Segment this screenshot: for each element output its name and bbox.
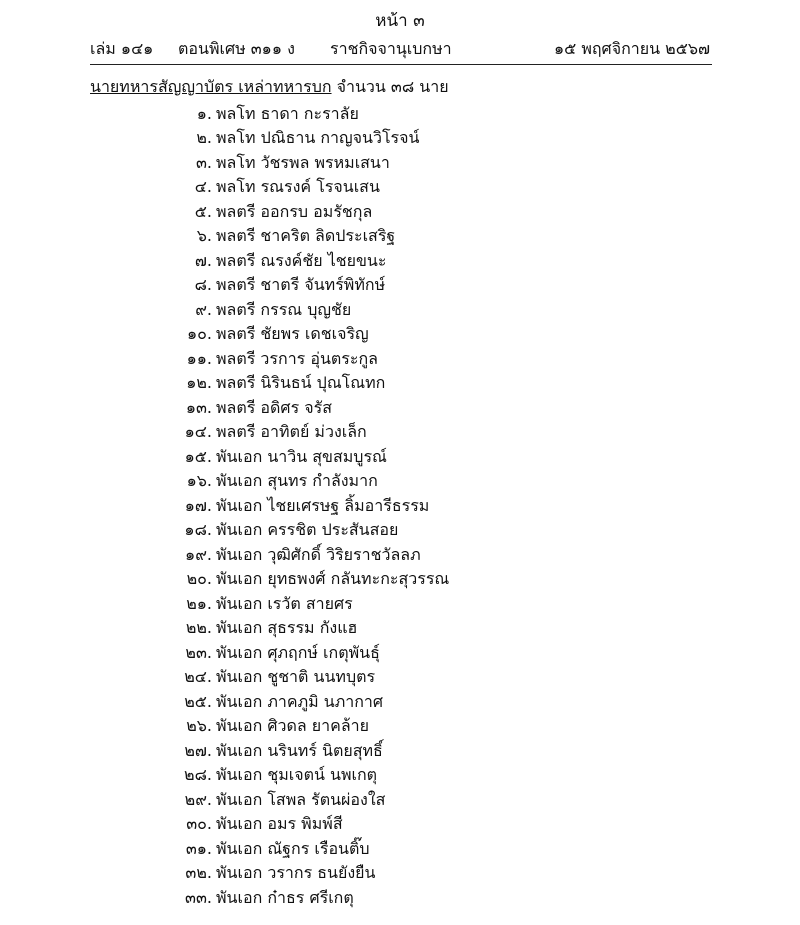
list-item	[0, 812, 800, 837]
list-item	[0, 641, 800, 666]
list-item-name: พลโท ปณิธาน กาญจนวิโรจน์	[216, 128, 420, 147]
list-item-number: ๒๗.	[184, 740, 212, 760]
list-item-number: ๒๓.	[185, 642, 212, 662]
list-item-number: ๔.	[194, 177, 212, 196]
list-item	[0, 567, 800, 592]
list-item-name: พลตรี อาทิตย์ ม่วงเล็ก	[216, 422, 367, 441]
list-item-name: พลตรี ณรงค์ชัย ไชยขนะ	[216, 250, 387, 270]
gazette-header	[90, 38, 710, 60]
list-item-name: พันเอก ไชยเศรษฐ ลิ้มอารีธรรม	[216, 495, 430, 515]
list-item-number: ๓๐.	[186, 814, 212, 833]
list-item-name: พลตรี นิรินธน์ ปุณโณทก	[216, 373, 386, 392]
list-item-name: พันเอก ก๋าธร ศรีเกตุ	[216, 887, 354, 907]
list-item	[0, 151, 800, 176]
list-item	[0, 102, 800, 127]
list-item	[0, 298, 800, 323]
section-heading	[90, 76, 449, 98]
list-item-number: ๑๙.	[185, 544, 212, 564]
list-item	[0, 494, 800, 519]
list-item-number: ๒๘.	[184, 765, 212, 784]
list-item-number: ๒.	[196, 128, 212, 147]
list-item	[0, 175, 800, 200]
list-item-name: พันเอก ชูชาติ นนทบุตร	[216, 667, 376, 686]
list-item	[0, 249, 800, 274]
list-item-number: ๒๖.	[186, 716, 212, 735]
list-item	[0, 592, 800, 617]
header-gazette-title: ราชกิจจานุเบกษา	[330, 39, 452, 58]
list-item	[0, 665, 800, 690]
list-item	[0, 420, 800, 445]
section-count: จำนวน ๓๘ นาย	[336, 77, 449, 96]
list-item	[0, 837, 800, 862]
list-item	[0, 347, 800, 372]
list-item-name: พลตรี กรรณ บุญชัย	[216, 299, 352, 319]
header-part: ตอนพิเศษ ๓๑๑ ง	[178, 39, 295, 58]
list-item-number: ๑๒.	[186, 373, 212, 392]
list-item-number: ๖.	[196, 226, 212, 245]
list-item	[0, 126, 800, 151]
list-item-name: พันเอก วุฒิศักดิ์ วิริยราชวัลลภ	[216, 544, 421, 564]
list-item-number: ๓.	[195, 152, 212, 172]
list-item-number: ๑๖.	[186, 471, 212, 490]
list-item-name: พันเอก ครรชิต ประสันสอย	[216, 520, 399, 539]
list-item	[0, 861, 800, 886]
list-item-name: พันเอก ยุทธพงศ์ กลันทะกะสุวรรณ	[216, 569, 450, 588]
list-item-name: พลตรี วรการ อุ่นตระกูล	[216, 348, 378, 368]
list-item	[0, 396, 800, 421]
list-item-number: ๒๒.	[185, 618, 212, 637]
list-item-name: พันเอก สุธรรม กังแฮ	[216, 618, 358, 637]
list-item-number: ๑๔.	[184, 422, 212, 441]
list-item-number: ๓๓.	[185, 887, 212, 907]
roster-list	[0, 102, 800, 911]
list-item-name: พลตรี ชัยพร เดชเจริญ	[216, 324, 369, 343]
list-item-name: พันเอก ณัฐกร เรือนติ๊บ	[216, 838, 370, 858]
list-item	[0, 371, 800, 396]
list-item-name: พันเอก เรวัต สายศร	[216, 593, 353, 613]
list-item-name: พลตรี ออกรบ อมรัชกุล	[216, 201, 373, 221]
page-number: หน้า ๓	[375, 11, 425, 31]
list-item-number: ๑๘.	[184, 520, 212, 539]
list-item-name: พลโท ธาดา กะราลัย	[216, 103, 359, 123]
section-title: นายทหารสัญญาบัตร เหล่าทหารบก	[90, 77, 332, 96]
list-item-number: ๓๒.	[185, 863, 212, 882]
list-item-name: พันเอก นรินทร์ นิตยสุทธิ์	[216, 740, 383, 760]
list-item-number: ๒๐.	[186, 569, 212, 588]
list-item-number: ๕.	[194, 201, 212, 221]
list-item-number: ๑๓.	[185, 397, 212, 417]
list-item-number: ๑๗.	[184, 495, 212, 515]
list-item-number: ๘.	[194, 275, 212, 294]
list-item-number: ๑๕.	[184, 446, 212, 466]
list-item	[0, 714, 800, 739]
list-item	[0, 739, 800, 764]
list-item-name: พันเอก สุนทร กำลังมาก	[216, 471, 378, 490]
list-item-name: พันเอก ชุมเจตน์ นพเกตุ	[216, 765, 378, 784]
list-item-number: ๒๙.	[184, 789, 212, 809]
list-item	[0, 445, 800, 470]
list-item	[0, 518, 800, 543]
list-item-name: พลตรี ชาตรี จันทร์พิทักษ์	[216, 275, 386, 294]
list-item-name: พันเอก วรากร ธนยังยืน	[216, 863, 376, 882]
list-item-number: ๑๑.	[186, 348, 212, 368]
list-item-number: ๒๔.	[184, 667, 212, 686]
header-divider	[90, 64, 712, 65]
list-item-name: พลโท รณรงค์ โรจนเสน	[216, 177, 380, 196]
list-item-number: ๒๑.	[186, 593, 212, 613]
list-item-number: ๑๐.	[186, 324, 212, 343]
list-item-name: พันเอก ศุภฤกษ์ เกตุพันธุ์	[216, 642, 380, 662]
list-item	[0, 224, 800, 249]
list-item-name: พลตรี อดิศร จรัส	[216, 397, 332, 417]
list-item-number: ๓๑.	[185, 838, 212, 858]
list-item	[0, 886, 800, 911]
list-item-number: ๙.	[195, 299, 212, 319]
list-item-name: พันเอก ภาคภูมิ นภากาศ	[216, 691, 384, 711]
list-item-name: พลโท วัชรพล พรหมเสนา	[216, 152, 390, 172]
list-item	[0, 200, 800, 225]
list-item	[0, 788, 800, 813]
list-item	[0, 543, 800, 568]
header-date: ๑๕ พฤศจิกายน ๒๕๖๗	[553, 39, 710, 58]
list-item	[0, 469, 800, 494]
list-item	[0, 690, 800, 715]
list-item-number: ๗.	[194, 250, 212, 270]
header-volume: เล่ม ๑๔๑	[90, 39, 154, 58]
list-item-name: พันเอก นาวิน สุขสมบูรณ์	[216, 446, 387, 466]
list-item	[0, 322, 800, 347]
list-item	[0, 273, 800, 298]
list-item-name: พันเอก ศิวดล ยาคล้าย	[216, 716, 369, 735]
list-item-name: พันเอก โสพล รัตนผ่องใส	[216, 789, 386, 809]
list-item-number: ๒๕.	[184, 691, 212, 711]
list-item-name: พลตรี ชาคริต ลิดประเสริฐ	[216, 226, 396, 245]
list-item-name: พันเอก อมร พิมพ์สี	[216, 814, 343, 833]
list-item	[0, 616, 800, 641]
list-item-number: ๑.	[196, 103, 212, 123]
list-item	[0, 763, 800, 788]
